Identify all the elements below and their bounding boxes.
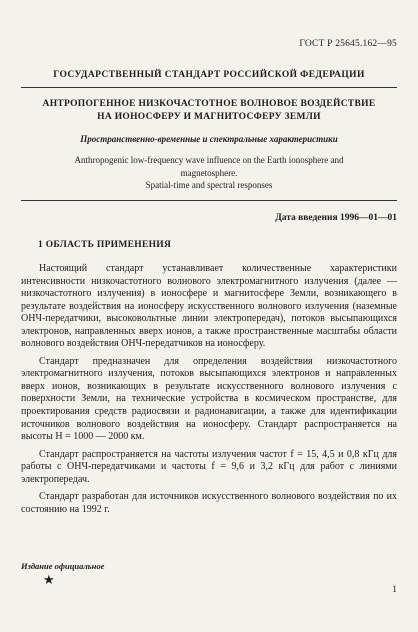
section-body bbox=[21, 263, 397, 521]
document-code: ГОСТ Р 25645.162—95 bbox=[299, 39, 397, 49]
star-icon: ★ bbox=[43, 572, 55, 587]
paragraph: Настоящий стандарт устанавливает количественные характеристики интенсивности низкочастотного волнового электромагнитного излучения (далее — низкочастотного излучения) в ионосфере и магнитосфере Земли, возникающего в результате воздействия на ионосферу искусственного волнового излучения (наземные ОНЧ-передатчики, высоковольтные линии электропередач), потоков высыпающихся электронов, направленных вверх ионов, а также пространственные масштабы области волнового воздействия ОНЧ-передатчиков на ионосферу. bbox=[21, 263, 397, 350]
publication-mark: Издание официальное bbox=[21, 561, 105, 571]
document-title-ru-line1: АНТРОПОГЕННОЕ НИЗКОЧАСТОТНОЕ ВОЛНОВОЕ ВОЗДЕЙСТВИЕ bbox=[42, 99, 376, 109]
document-title-en bbox=[40, 154, 378, 179]
document-subtitle-en: Spatial-time and spectral responses bbox=[145, 180, 273, 190]
standard-title: ГОСУДАРСТВЕННЫЙ СТАНДАРТ РОССИЙСКОЙ ФЕДЕРАЦИИ bbox=[53, 70, 365, 80]
document-title-en-line2: magnetosphere. bbox=[180, 167, 238, 178]
page-number: 1 bbox=[392, 585, 397, 595]
document-title-en-line1: Anthropogenic low-frequency wave influence on the Earth ionosphere and bbox=[74, 155, 344, 165]
paragraph: Стандарт предназначен для определения воздействия низкочастотного электромагнитного излучения, потоков высыпающихся электронов и направленных вверх ионов, возникающих в результате искусственного волнового излучения с поверхности Земли, на технические устройства в космическом пространстве, для проектирования средств радиосвязи и радионавигации, а также для идентификации источников волнового воздействия на ионосферу. Стандарт распространяется на высоты H = 1000 — 2000 км. bbox=[21, 355, 397, 443]
divider-bottom bbox=[21, 200, 397, 201]
divider-top bbox=[21, 87, 397, 88]
paragraph: Стандарт разработан для источников искусственного волнового воздействия по их состоянию на 1992 г. bbox=[21, 491, 397, 515]
document-title-ru bbox=[30, 98, 388, 123]
document-title-ru-line2: НА ИОНОСФЕРУ И МАГНИТОСФЕРУ ЗЕМЛИ bbox=[97, 111, 321, 122]
paragraph: Стандарт распространяется на частоты излучения частот f = 15, 4,5 и 0,8 кГц для работы с ОНЧ-передатчиками и частоты f = 9,6 и 3,2 кГц для работ с линиями электропередач. bbox=[21, 448, 397, 485]
introduction-date: Дата введения 1996—01—01 bbox=[275, 213, 397, 223]
section-heading: 1 ОБЛАСТЬ ПРИМЕНЕНИЯ bbox=[38, 240, 172, 250]
document-subtitle-ru: Пространственно-временные и спектральные характеристики bbox=[80, 134, 338, 144]
